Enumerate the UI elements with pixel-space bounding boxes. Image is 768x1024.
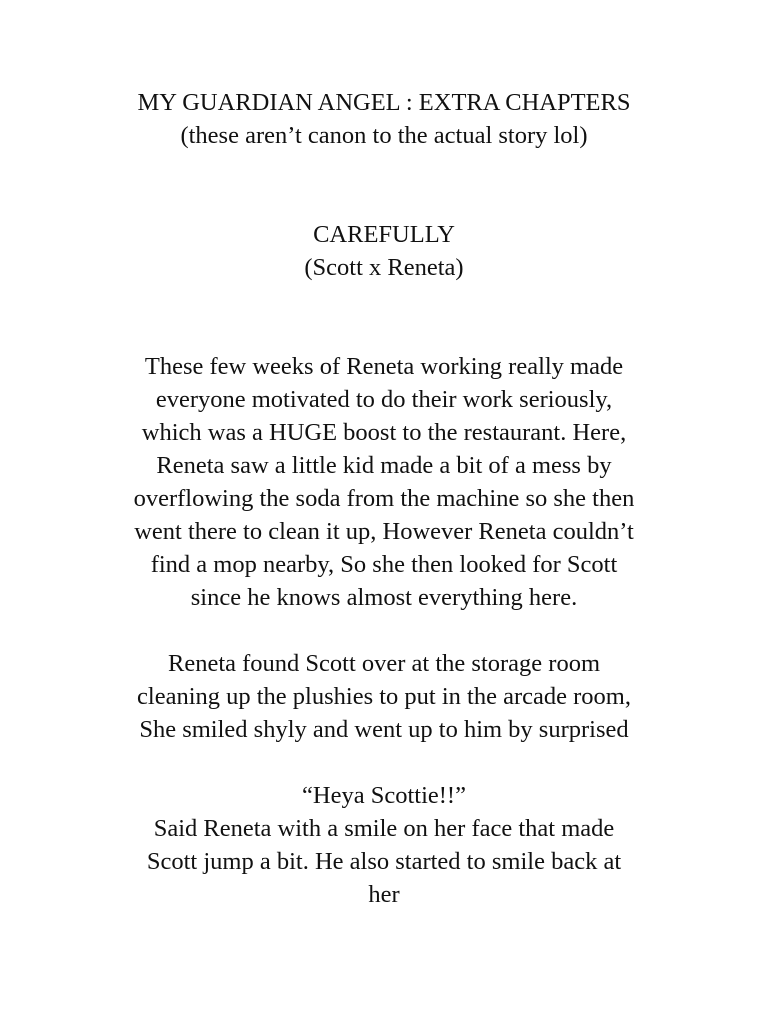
chapter-pairing: (Scott x Reneta) — [304, 254, 464, 281]
paragraph-line: Said Reneta with a smile on her face that made — [153, 815, 615, 842]
paragraph-line: She smiled shyly and went up to him by surprised — [139, 716, 629, 743]
paragraph-line: everyone motivated to do their work seriously, — [155, 386, 613, 413]
chapter-heading — [0, 218, 768, 284]
document-subtitle: (these aren’t canon to the actual story lol) — [180, 122, 588, 149]
chapter-title: CAREFULLY — [313, 221, 455, 248]
paragraph-line: Scott jump a bit. He also started to smile back at — [146, 848, 622, 875]
paragraph-line: cleaning up the plushies to put in the arcade room, — [137, 683, 631, 710]
paragraph-line: went there to clean it up, However Reneta couldn’t — [134, 518, 634, 545]
paragraph-line: These few weeks of Reneta working really made — [144, 353, 624, 380]
paragraph — [0, 350, 768, 614]
paragraph-line: Reneta found Scott over at the storage room — [167, 650, 601, 677]
paragraph-line: which was a HUGE boost to the restaurant. Here, — [141, 419, 627, 446]
paragraph-line: since he knows almost everything here. — [190, 584, 578, 611]
dialogue-line: “Heya Scottie!!” — [302, 782, 466, 809]
paragraph-line: find a mop nearby, So she then looked for Scott — [150, 551, 618, 578]
paragraph-line: Reneta saw a little kid made a bit of a mess by — [156, 452, 612, 479]
document-header — [0, 86, 768, 152]
paragraph-line: overflowing the soda from the machine so she then — [133, 485, 635, 512]
paragraph — [0, 647, 768, 746]
document-title: MY GUARDIAN ANGEL : EXTRA CHAPTERS — [137, 89, 631, 116]
paragraph-line: her — [368, 881, 400, 908]
paragraph — [0, 779, 768, 911]
